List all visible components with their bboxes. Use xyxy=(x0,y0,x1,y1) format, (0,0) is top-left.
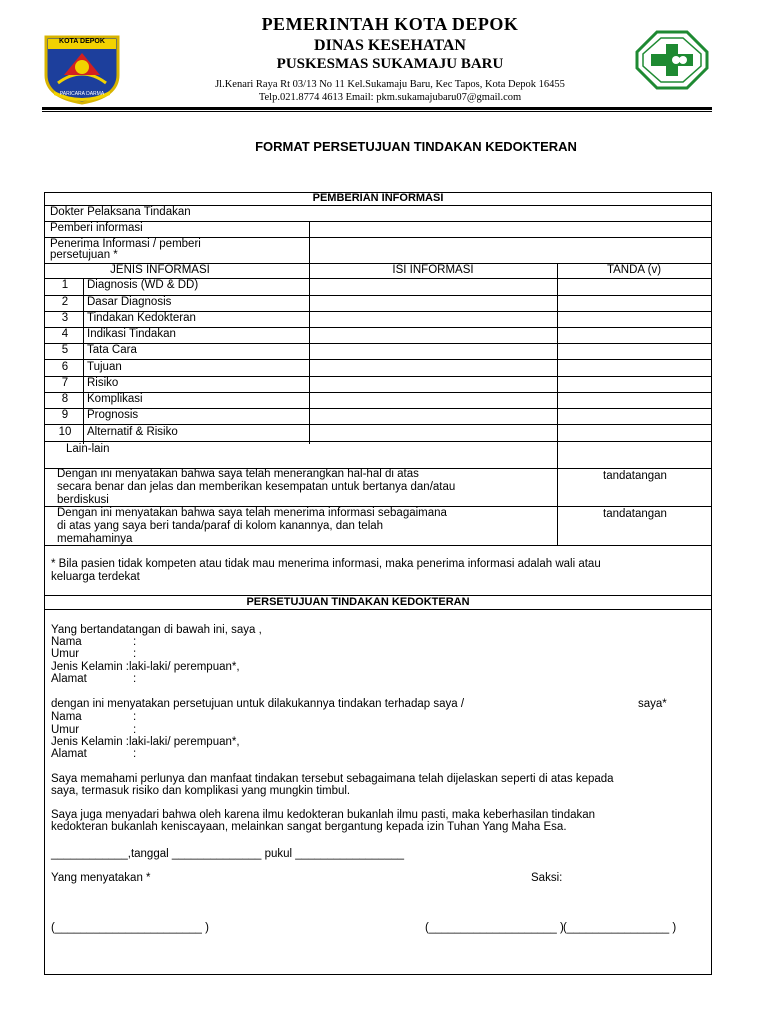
item-number: 10 xyxy=(58,426,72,438)
header-line3: PUSKESMAS SUKAMAJU BARU xyxy=(276,56,504,72)
paragraph2-line: kedokteran bukanlah keniscayaan, melainkan sangat bergantung kepada izin Tuhan Yang Maha Esa. xyxy=(51,821,567,833)
logo-text-top: KOTA DEPOK xyxy=(59,38,105,45)
header-rule-thick xyxy=(42,107,712,110)
field-jenis-kelamin: Jenis Kelamin :laki-laki/ perempuan*, xyxy=(51,661,240,673)
item-label: Risiko xyxy=(87,377,119,389)
yang-menyatakan-label: Yang menyatakan * xyxy=(51,872,151,884)
field-umur-label: Umur xyxy=(51,648,80,660)
col-rule-isi xyxy=(309,221,310,444)
item-label: Dasar Diagnosis xyxy=(87,296,172,308)
item-label: Tindakan Kedokteran xyxy=(87,312,196,324)
puskesmas-cross-emblem-icon xyxy=(635,30,709,90)
statement1-line: berdiskusi xyxy=(57,494,109,506)
rule xyxy=(44,392,712,393)
section2-heading: PERSETUJUAN TINDAKAN KEDOKTERAN xyxy=(246,596,470,608)
header-contact: Telp.021.8774 4613 Email: pkm.sukamajubaru07@gmail.com xyxy=(258,92,522,103)
item-number: 4 xyxy=(61,328,69,340)
paragraph1-line: saya, termasuk risiko dan komplikasi yang mungkin timbul. xyxy=(51,785,351,797)
signature-line-patient: (_______________________ ) xyxy=(51,922,209,934)
field-colon: : xyxy=(133,748,137,760)
note-line: * Bila pasien tidak kompeten atau tidak mau menerima informasi, maka penerima informasi adalah wali atau xyxy=(51,558,601,570)
statement1-line: secara benar dan jelas dan memberikan kesempatan untuk bertanya dan/atau xyxy=(57,481,456,493)
item-number: 3 xyxy=(61,312,69,324)
rule xyxy=(44,408,712,409)
col-header-jenis: JENIS INFORMASI xyxy=(110,264,210,276)
kota-depok-logo xyxy=(44,35,120,105)
field-nama-label: Nama xyxy=(51,711,82,723)
item-label: Alternatif & Risiko xyxy=(87,426,178,438)
rule xyxy=(44,424,712,425)
col-rule-tanda xyxy=(557,263,558,545)
row-penerima-informasi: Penerima Informasi / pemberi xyxy=(50,238,201,250)
item-label: Prognosis xyxy=(87,409,139,421)
row-pemberi-informasi: Pemberi informasi xyxy=(50,222,143,234)
rule xyxy=(44,545,712,546)
field-umur-label: Umur xyxy=(51,724,80,736)
rule xyxy=(44,376,712,377)
statement1-line: Dengan ini menyatakan bahwa saya telah menerangkan hal-hal di atas xyxy=(57,468,419,480)
statement2-line: Dengan ini menyatakan bahwa saya telah menerima informasi sebagaimana xyxy=(57,507,447,519)
frame-left xyxy=(44,192,45,975)
item-label: Indikasi Tindakan xyxy=(87,328,176,340)
paragraph2-line: Saya juga menyadari bahwa oleh karena ilmu kedokteran bukanlah ilmu pasti, maka keberhasilan tindakan xyxy=(51,809,596,821)
item-number: 1 xyxy=(61,279,69,291)
signature-label-2: tandatangan xyxy=(603,508,667,520)
frame-right xyxy=(711,192,712,975)
row-dokter-pelaksana: Dokter Pelaksana Tindakan xyxy=(50,206,191,218)
document-title: FORMAT PERSETUJUAN TINDAKAN KEDOKTERAN xyxy=(255,139,577,154)
consent-line: dengan ini menyatakan persetujuan untuk dilakukannya tindakan terhadap saya / xyxy=(51,698,465,710)
lain-lain-label: Lain-lain xyxy=(66,443,110,455)
field-colon: : xyxy=(133,724,137,736)
header-address: Jl.Kenari Raya Rt 03/13 No 11 Kel.Sukamaju Baru, Kec Tapos, Kota Depok 16455 xyxy=(215,79,565,90)
consent-saya: saya* xyxy=(638,698,667,710)
header-line1: PEMERINTAH KOTA DEPOK xyxy=(261,14,519,34)
signature-line-witness2: (________________ ) xyxy=(563,922,677,934)
item-label: Diagnosis (WD & DD) xyxy=(87,279,199,291)
frame-bottom xyxy=(44,974,712,975)
statement2-line: memahaminya xyxy=(57,533,133,545)
field-alamat-label: Alamat xyxy=(51,748,87,760)
header-line2: DINAS KESEHATAN xyxy=(314,37,466,54)
item-label: Tujuan xyxy=(87,361,122,373)
signature-line-witness1: (____________________ ) xyxy=(425,922,564,934)
header-rule-thin xyxy=(42,111,712,112)
row-persetujuan: persetujuan * xyxy=(50,249,118,261)
field-jenis-kelamin: Jenis Kelamin :laki-laki/ perempuan*, xyxy=(51,736,240,748)
saksi-label: Saksi: xyxy=(531,872,563,884)
rule xyxy=(44,441,712,442)
signature-label-1: tandatangan xyxy=(603,470,667,482)
field-alamat-label: Alamat xyxy=(51,673,87,685)
note-line: keluarga terdekat xyxy=(51,571,140,583)
rule xyxy=(44,609,712,610)
section1-heading: PEMBERIAN INFORMASI xyxy=(312,192,444,204)
intro-text: Yang bertandatangan di bawah ini, saya , xyxy=(51,624,262,636)
field-colon: : xyxy=(133,711,137,723)
item-number: 8 xyxy=(61,393,69,405)
col-header-tanda: TANDA (v) xyxy=(606,264,662,276)
field-colon: : xyxy=(133,648,137,660)
logo-text-bottom: PARICARA DARMA xyxy=(59,91,105,97)
item-number: 2 xyxy=(61,296,69,308)
field-colon: : xyxy=(133,636,137,648)
item-label: Komplikasi xyxy=(87,393,143,405)
field-colon: : xyxy=(133,673,137,685)
paragraph1-line: Saya memahami perlunya dan manfaat tindakan tersebut sebagaimana telah dijelaskan seperti di atas kepada xyxy=(51,773,614,785)
col-header-isi: ISI INFORMASI xyxy=(392,264,474,276)
item-number: 9 xyxy=(61,409,69,421)
item-number: 7 xyxy=(61,377,69,389)
rule xyxy=(44,359,712,360)
date-line: ____________,tanggal ______________ pukul _________________ xyxy=(51,848,405,860)
statement2-line: di atas yang saya beri tanda/paraf di kolom kanannya, dan telah xyxy=(57,520,384,532)
puskesmas-logo xyxy=(635,30,709,90)
rule xyxy=(44,343,712,344)
rule xyxy=(44,221,712,222)
item-number: 6 xyxy=(61,361,69,373)
field-nama-label: Nama xyxy=(51,636,82,648)
item-label: Tata Cara xyxy=(87,344,137,356)
item-number: 5 xyxy=(61,344,69,356)
